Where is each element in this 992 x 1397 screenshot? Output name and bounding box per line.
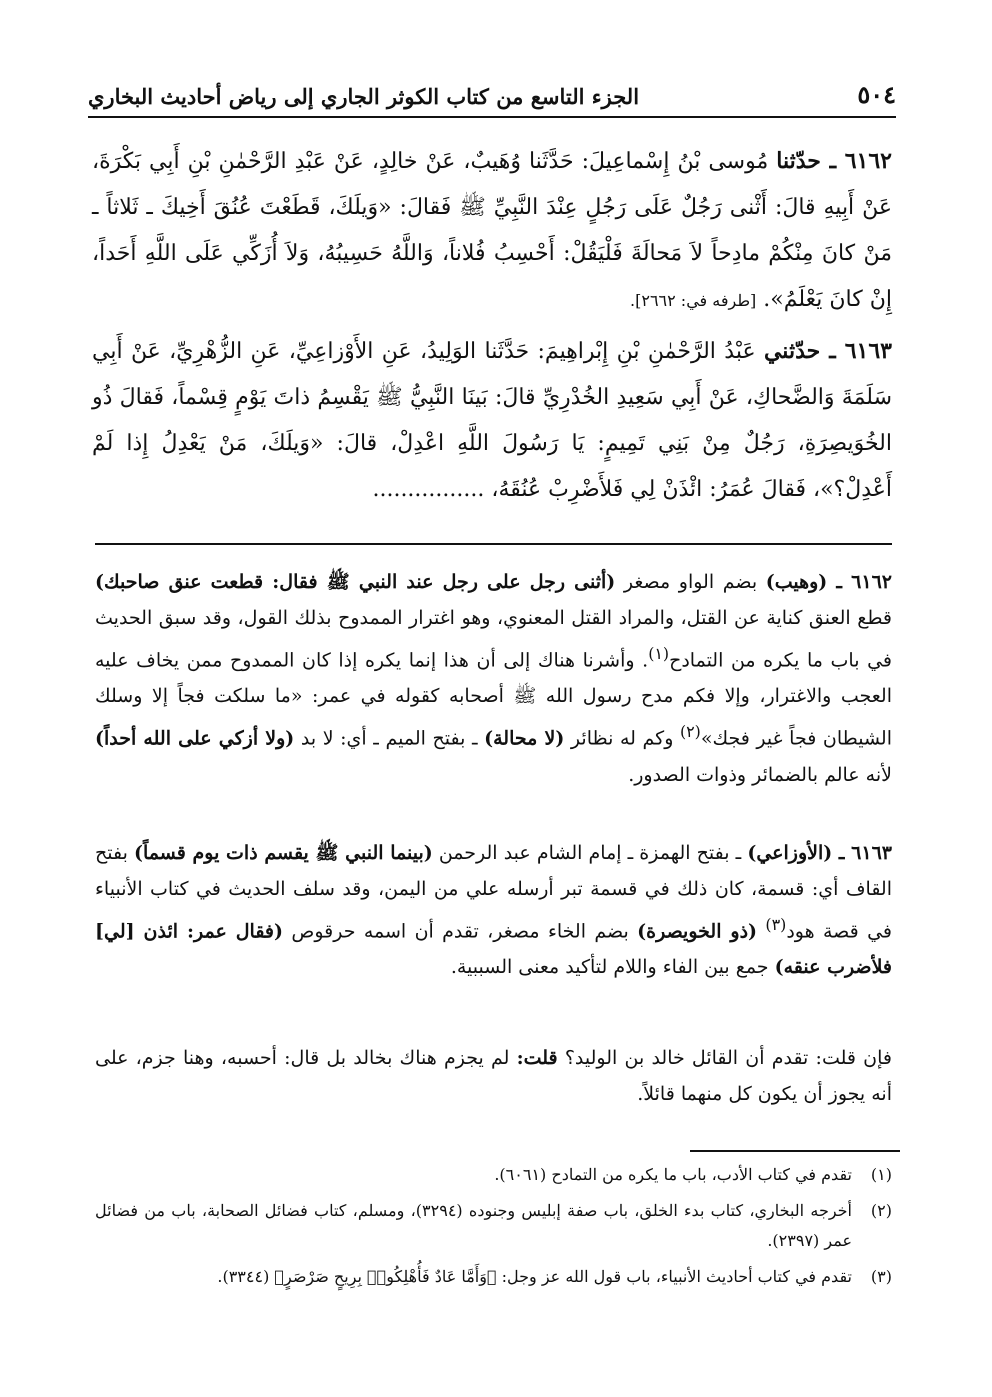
hadith-6162 [92,138,892,324]
commentary-question [95,1040,892,1112]
footnote-mark: (١) [870,1165,892,1184]
footnote [95,1196,892,1256]
quoted-phrase: (فقال عمر: ائذن [لي] فلأضرب عنقه) [95,920,892,979]
hadith-number: ٦١٦٣ ـ حدّثني [763,338,892,364]
footnote-text: أخرجه البخاري، كتاب بدء الخلق، باب صفة إبليس وجنوده (٣٢٩٤)، ومسلم، كتاب فضائل الصحابة، باب من فضائل عمر (٢٣٩٧). [95,1201,852,1250]
commentary-text: بفتح القاف أي: قسمة، كان ذلك في قسمة تبر أرسله علي من اليمن، وقد سلف الحديث في كتاب الأنبياء في قصة هود [95,842,892,943]
commentary-text: وكم له نظائر [564,727,680,750]
footnotes [95,1160,892,1298]
commentary-6162 [95,564,892,793]
commentary-text: قطع العنق كناية عن القتل، والمراد القتل المعنوي، وهو اغترار الممدوح بذلك القول، وقد سبق الحديث في باب ما يكره من التمادح [95,607,892,672]
footnote-mark: (٢) [870,1201,892,1220]
commentary-text: . وأشرنا هناك إلى أن هذا إنما يكره إذا كان الممدوح ممن يخاف عليه العجب والاغترار، وإلا فكم مدح رسول الله ﷺ أصحابه كقوله في عمر: «ما سلكت فجاً إلا وسلك الشيطان فجاً غير فجك» [95,649,892,750]
footnote-ref: (١) [648,644,670,663]
page-header [88,76,896,118]
continuation-dots: ................ [372,477,485,502]
commentary-text: لأنه عالم بالضمائر وذوات الصدور. [628,763,892,786]
commentary-text: جمع بين الفاء واللام لتأكيد معنى السببية. [450,956,775,979]
commentary-6163 [95,835,892,985]
page-number: ٥٠٤ [857,80,896,109]
running-title: الجزء التاسع من كتاب الكوثر الجاري إلى رياض أحاديث البخاري [88,84,640,109]
quoted-phrase: (بينما النبي ﷺ يقسم ذات يوم قسماً) [134,842,433,864]
footnote-ref: (٣) [765,915,787,934]
quoted-phrase: قلت: [516,1047,558,1069]
quoted-phrase: (ذو الخويصرة) [637,920,758,943]
commentary-lead: ٦١٦٢ ـ (وهيب) [765,571,892,593]
footnote-mark: (٣) [870,1267,892,1286]
hadith-text: عَبْدُ الرَّحْمٰنِ بْنِ إِبْراهِيمَ: حَدَّثَنا الوَلِيدُ، عَنِ الأَوْزاعِيِّ، عَنِ الزُّهْرِيِّ، عَنْ أَبِي سَلَمَةَ وَالضَّحاكِ، عَنْ أَبِي سَعِيدِ الخُدْرِيِّ قالَ: بَينَا النَّبِيُّ ﷺ يَقْسِمُ ذاتَ يَوْمٍ قِسْماً، فَقالَ ذُو الخُوَيصِرَةِ، رَجُلٌ مِنْ بَنِي تَمِيمٍ: يَا رَسُولَ اللَّهِ اعْدِلْ، قالَ: «وَيلَكَ، مَنْ يَعْدِلُ إِذا لَمْ أَعْدِلْ؟»، فَقالَ عُمَرُ: ائْذَنْ لِي فَلأَضْرِبْ عُنُقَهُ، [92,339,892,502]
quoted-phrase: (أثنى رجل على رجل عند النبي ﷺ فقال: قطعت عنق صاحبك) [95,571,616,593]
commentary-text: ـ بفتح الهمزة ـ إمام الشام عبد الرحمن [432,842,748,864]
footnote-divider [690,1150,900,1152]
footnote-ref: (٢) [679,722,701,742]
commentary-lead: ٦١٦٣ ـ (الأوزاعي) [747,842,892,864]
commentary-text: بضم الخاء مصغر، تقدم أن اسمه حرقوص [283,920,638,943]
footnote-text: تقدم في كتاب الأدب، باب ما يكره من التمادح (٦٠٦١). [494,1165,852,1184]
cross-reference: [طرفه في: ٢٦٦٢]. [630,291,757,310]
hadith-6163 [92,328,892,513]
hadith-text: مُوسى بْنُ إِسْماعِيلَ: حَدَّثَنا وُهَيبٌ، عَنْ خالِدٍ، عَنْ عَبْدِ الرَّحْمٰنِ بْنِ أَبِي بَكْرَةَ، عَنْ أَبِيهِ قالَ: أَثْنى رَجُلٌ عَلَى رَجُلٍ عِنْدَ النَّبِيِّ ﷺ فَقالَ: «وَيلَكَ، قَطَعْتَ عُنُقَ أَخِيكَ ـ ثَلاثاً ـ مَنْ كانَ مِنْكُمْ مادِحاً لاَ مَحالَةَ فَلْيَقُلْ: أَحْسِبُ فُلاناً، وَاللَّهُ حَسِيبُهُ، وَلاَ أُزَكِّي عَلَى اللَّهِ أَحَداً، إِنْ كانَ يَعْلَمُ». [92,149,892,312]
footnote-text: تقدم في كتاب أحاديث الأنبياء، باب قول الله عز وجل: ﴿وَأَمَّا عَادٌ فَأُهْلِكُوا۟ بِرِيحٍ صَرْصَرٍ﴾ (٣٣٤٤). [217,1267,852,1286]
quoted-phrase: (لا محالة) [484,727,565,750]
hadith-number: ٦١٦٢ ـ حدّثنا [776,148,892,174]
commentary-text: ـ بفتح الميم ـ أي: لا بد [294,727,485,750]
footnote [95,1262,892,1292]
footnote [95,1160,892,1190]
commentary-text: بضم الواو مصغر [615,571,766,593]
commentary-text: لم يجزم هناك بخالد بل قال: أحسبه، وهنا جزم، على أنه يجوز أن يكون كل منهما قائلاً. [95,1047,892,1105]
quoted-phrase: (ولا أزكي على الله أحداً) [95,727,295,750]
text-commentary-divider [95,543,892,545]
commentary-text: فإن قلت: تقدم أن القائل خالد بن الوليد؟ [557,1047,892,1069]
